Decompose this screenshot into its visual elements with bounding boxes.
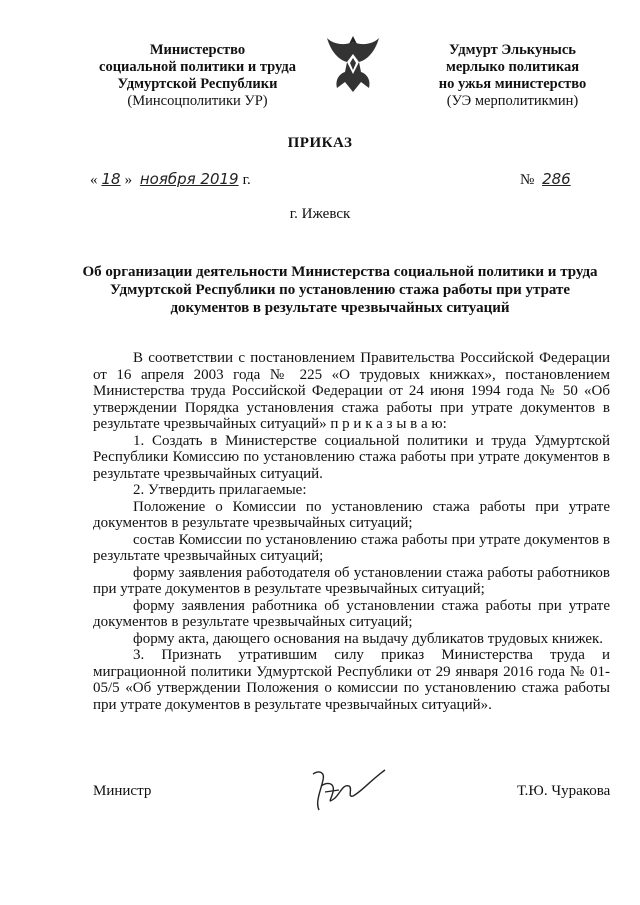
number-value: 286 (542, 170, 571, 188)
header-right-line4: (УЭ мерполитикмин) (446, 93, 579, 109)
handwritten-signature (305, 762, 390, 817)
header-left-line3: Удмуртской Республики (117, 76, 278, 92)
header-right-line2: мерлыко политикая (445, 59, 580, 75)
date-suffix: г. (242, 172, 251, 188)
number-prefix: № (520, 172, 535, 188)
header-right (400, 42, 625, 110)
header-left (80, 42, 315, 110)
paragraph-preamble: В соответствии с постановлением Правительства Российской Федерации от 16 апреля 2003 года № 225 «О трудовых книжках», постановлением Министерства труда Российской Федерации от 24 июня 1994 года № 50 «Об утверждении Порядка установления стажа работы при утрате документов в результате чрезвычайных ситуаций» п р и к а з ы в а ю: (93, 350, 610, 432)
document-body (93, 350, 610, 713)
document-subject: Об организации деятельности Министерства социальной политики и труда Удмуртской Республики по установлению стажа работы при утрате документов в результате чрезвычайных ситуаций (82, 264, 598, 316)
header-right-line3: но ужья министерство (438, 76, 587, 92)
date-day: 18 (101, 170, 121, 188)
paragraph-item-2: 2. Утвердить прилагаемые: (133, 482, 307, 498)
date-month-year: ноября 2019 (139, 170, 239, 188)
date-close-quote: » (124, 172, 133, 188)
header-left-line4: (Минсоцполитики УР) (127, 93, 268, 109)
paragraph-subitem: состав Комиссии по установлению стажа работы при утрате документов в результате чрезвычайных ситуаций; (93, 531, 610, 564)
document-date (90, 170, 251, 189)
paragraph-item-1: 1. Создать в Министерстве социальной политики и труда Удмуртской Республики Комиссию по установлению стажа работы при утрате документов в результате чрезвычайных ситуаций. (93, 432, 610, 482)
document-city: г. Ижевск (289, 206, 351, 222)
coat-of-arms-icon (325, 32, 381, 98)
header-right-line1: Удмурт Элькунысь (449, 42, 576, 58)
document-title: ПРИКАЗ (287, 135, 353, 151)
date-open-quote: « (90, 172, 98, 188)
signer-position: Министр (93, 783, 152, 799)
paragraph-item-3: 3. Признать утратившим силу приказ Министерства труда и миграционной политики Удмуртской Республики от 29 января 2016 года № 01-05/5 «Об утверждении Положения о комиссии по установлению стажа работы при утрате документов в результате чрезвычайных ситуаций». (93, 647, 610, 713)
document-number (520, 170, 575, 189)
paragraph-subitem: форму заявления работника об установлении стажа работы при утрате документов в результате чрезвычайных ситуаций; (93, 597, 610, 630)
paragraph-subitem: Положение о Комиссии по установлению стажа работы при утрате документов в результате чрезвычайных ситуаций; (93, 498, 610, 531)
paragraph-subitem: форму акта, дающего основания на выдачу дубликатов трудовых книжек. (133, 630, 604, 647)
header-left-line1: Министерство (149, 42, 246, 58)
paragraph-subitem: форму заявления работодателя об установлении стажа работы работников при утрате документов в результате чрезвычайных ситуаций; (93, 564, 610, 597)
header-left-line2: социальной политики и труда (99, 59, 296, 75)
signer-name: Т.Ю. Чуракова (517, 783, 611, 799)
